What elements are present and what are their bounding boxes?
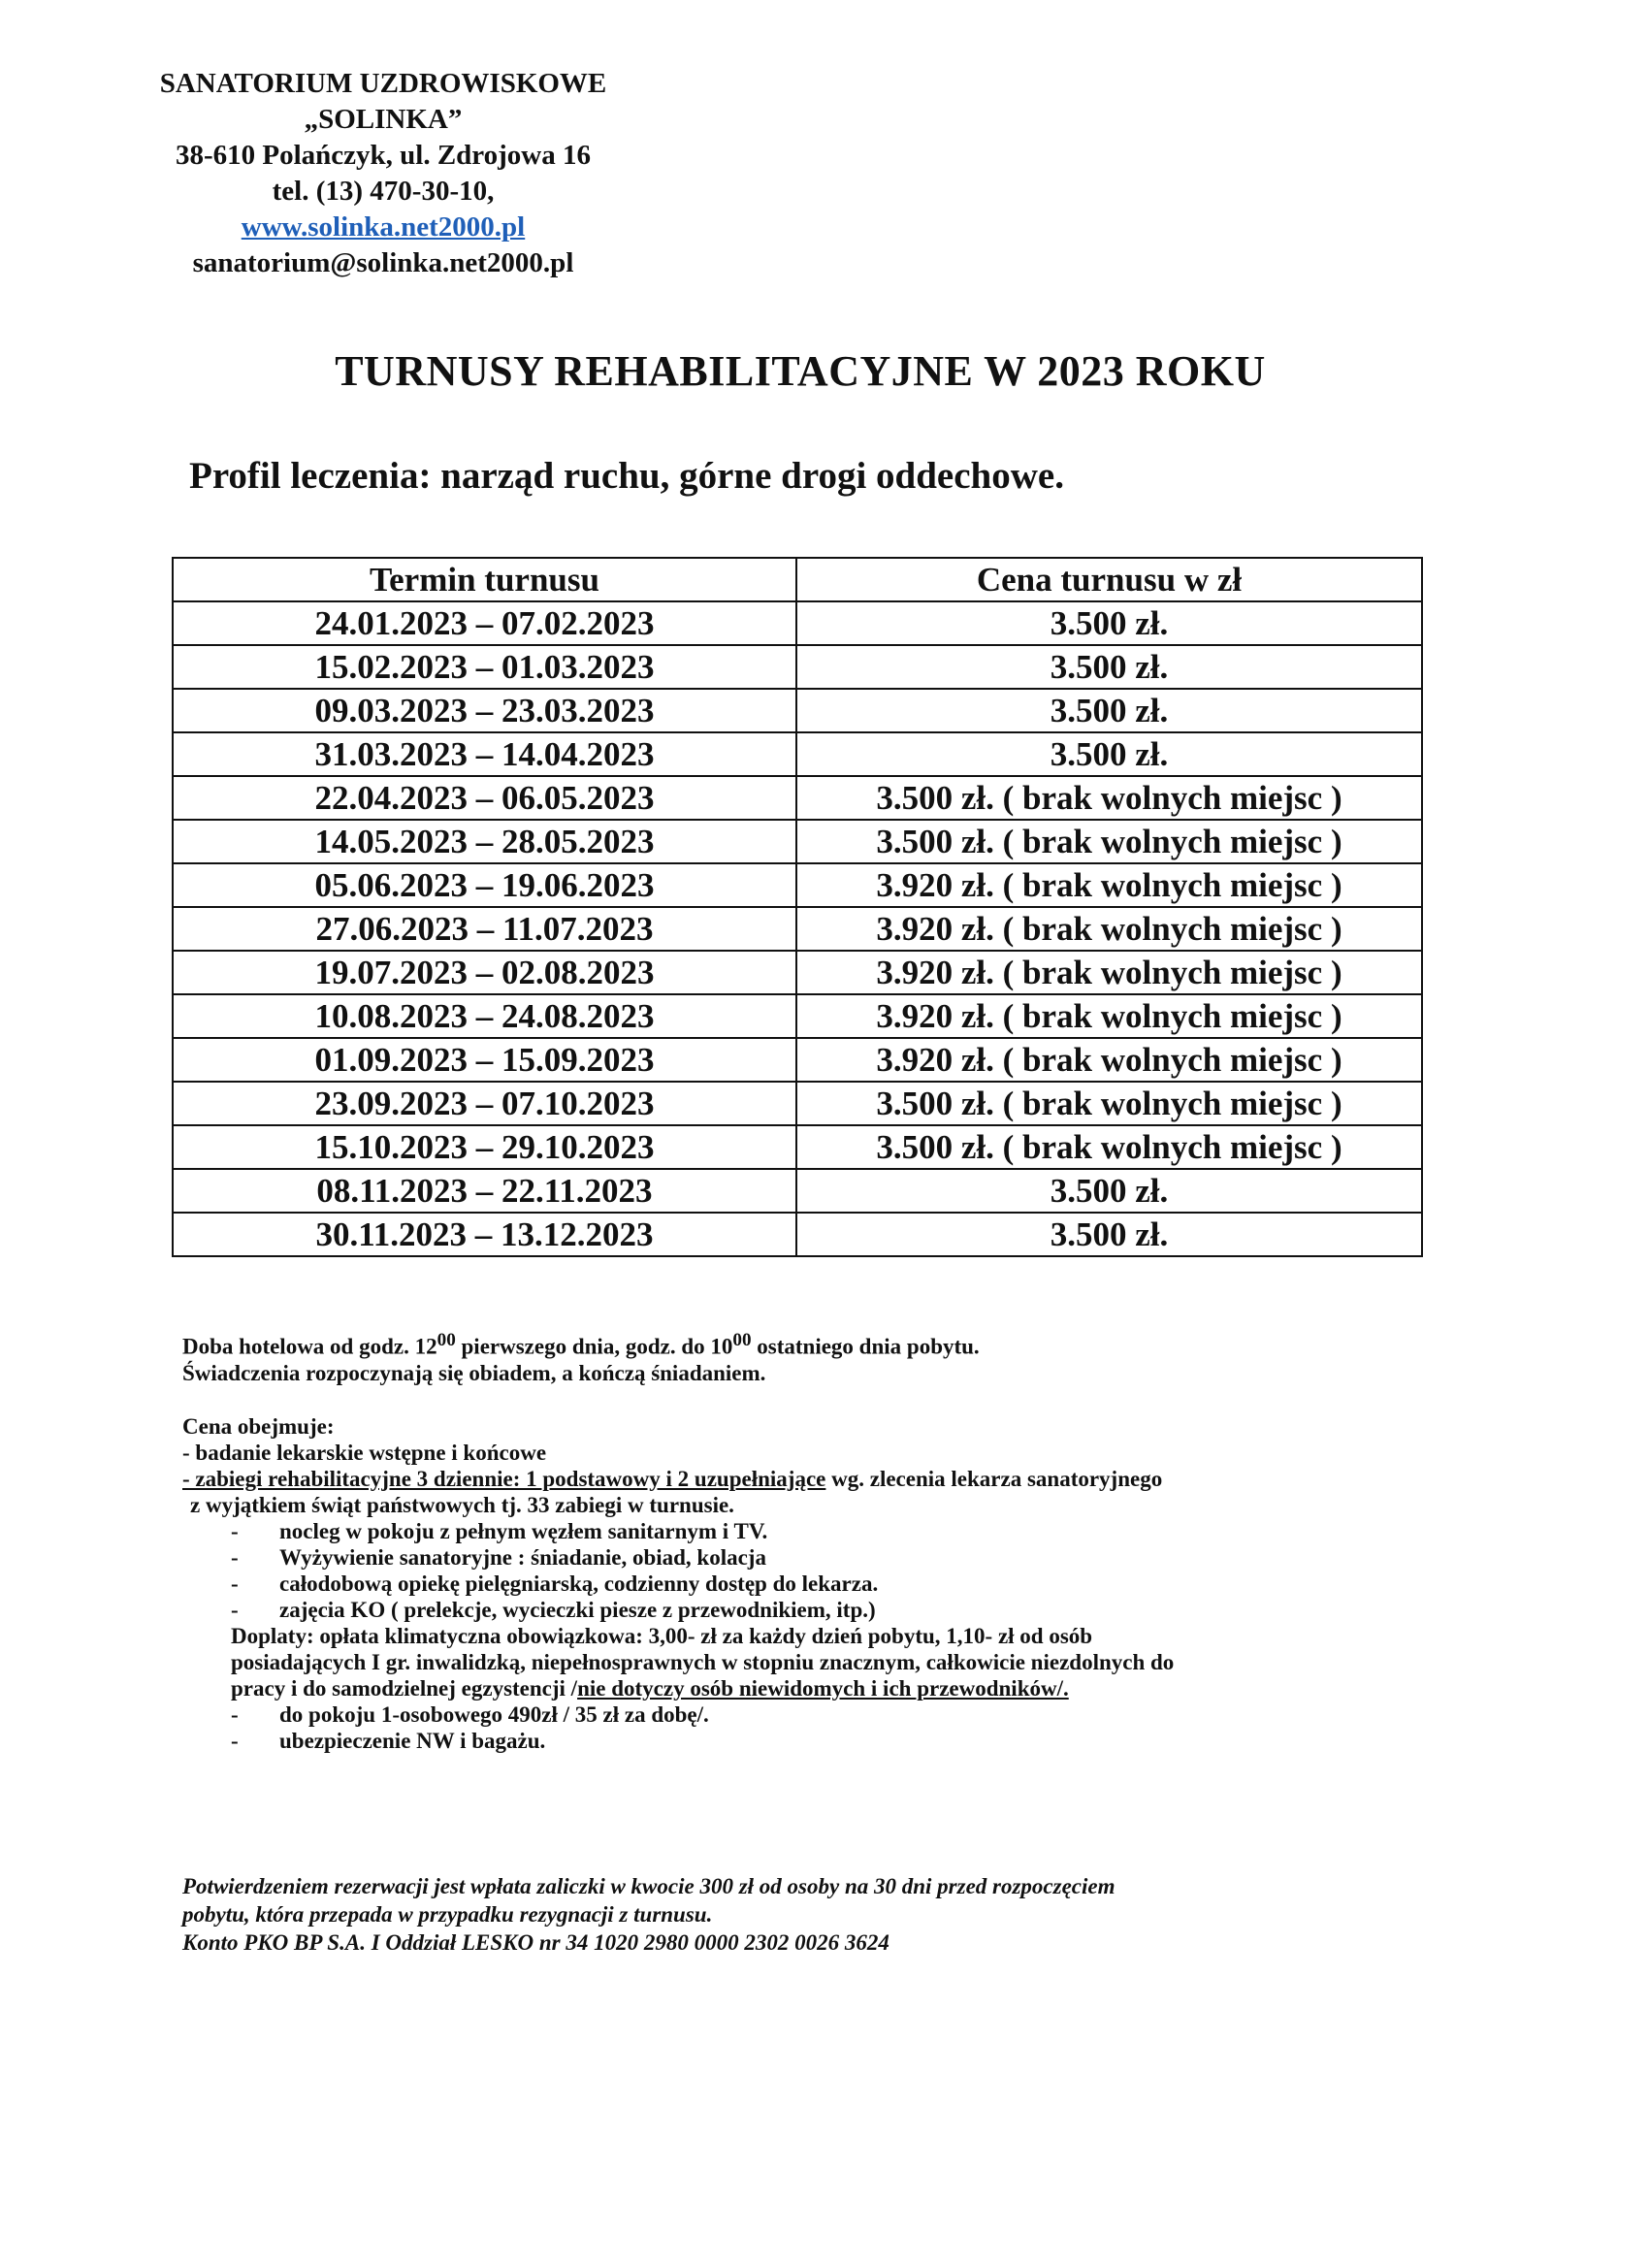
turnus-dates: 09.03.2023 – 23.03.2023: [173, 689, 796, 732]
table-header-row: [173, 558, 1422, 601]
turnus-price: 3.500 zł.: [796, 1169, 1422, 1213]
turnus-dates: 27.06.2023 – 11.07.2023: [173, 907, 796, 951]
turnus-dates: 22.04.2023 – 06.05.2023: [173, 776, 796, 820]
included-item: - Wyżywienie sanatoryjne : śniadanie, obiad, kolacja: [231, 1544, 766, 1570]
reservation-line2: pobytu, która przepada w przypadku rezygnacji z turnusu.: [182, 1902, 713, 1927]
treatment-profile: Profil leczenia: narząd ruchu, górne drogi oddechowe.: [189, 455, 1064, 497]
included-item: - zajęcia KO ( prelekcje, wycieczki piesze z przewodnikiem, itp.): [231, 1597, 876, 1622]
treatments-item-cont: z wyjątkiem świąt państwowych tj. 33 zabiegi w turnusie.: [190, 1492, 734, 1517]
table-row: [173, 907, 1422, 951]
header-dates: Termin turnusu: [173, 558, 796, 601]
turnus-dates: 24.01.2023 – 07.02.2023: [173, 601, 796, 645]
turnus-price: 3.500 zł.: [796, 601, 1422, 645]
table-row: [173, 1038, 1422, 1082]
turnus-price: 3.500 zł. ( brak wolnych miejsc ): [796, 1125, 1422, 1169]
included-list: [182, 1518, 1443, 1623]
turnus-price: 3.500 zł.: [796, 689, 1422, 732]
notes-section: [182, 1327, 1443, 1754]
turnus-price: 3.500 zł.: [796, 1213, 1422, 1256]
surcharges-line1: Doplaty: opłata klimatyczna obowiązkowa: 3,00- zł za każdy dzień pobytu, 1,10- zł od osób: [231, 1623, 1093, 1648]
table-row: [173, 1169, 1422, 1213]
header-price: Cena turnusu w zł: [796, 558, 1422, 601]
table-row: [173, 689, 1422, 732]
turnus-dates: 08.11.2023 – 22.11.2023: [173, 1169, 796, 1213]
surcharges-list: [182, 1701, 1443, 1754]
turnus-price: 3.920 zł. ( brak wolnych miejsc ): [796, 994, 1422, 1038]
institution-type: SANATORIUM UZDROWISKOWE: [159, 68, 607, 99]
schedule-table: [172, 557, 1423, 1257]
price-includes-heading: Cena obejmuje:: [182, 1413, 335, 1439]
turnus-price: 3.500 zł. ( brak wolnych miejsc ): [796, 1082, 1422, 1125]
bullet-dash: -: [231, 1544, 239, 1570]
reservation-line1: Potwierdzeniem rezerwacji jest wpłata zaliczki w kwocie 300 zł od osoby na 30 dni przed rozpoczęciem: [182, 1874, 1116, 1898]
surcharge-item: - ubezpieczenie NW i bagażu.: [231, 1728, 546, 1753]
bullet-dash: -: [231, 1571, 239, 1596]
services-note: Świadczenia rozpoczynają się obiadem, a kończą śniadaniem.: [182, 1360, 766, 1385]
reservation-footer: [182, 1872, 1443, 1957]
bullet-dash: -: [231, 1728, 239, 1753]
schedule-body: [173, 601, 1422, 1256]
table-row: [173, 951, 1422, 994]
turnus-price: 3.500 zł.: [796, 732, 1422, 776]
bullet-dash: -: [231, 1518, 239, 1543]
turnus-dates: 14.05.2023 – 28.05.2023: [173, 820, 796, 863]
turnus-dates: 01.09.2023 – 15.09.2023: [173, 1038, 796, 1082]
turnus-dates: 19.07.2023 – 02.08.2023: [173, 951, 796, 994]
bullet-dash: -: [231, 1597, 239, 1622]
bank-account: Konto PKO BP S.A. I Oddział LESKO nr 34 1020 2980 0000 2302 0026 3624: [182, 1930, 889, 1955]
website-link[interactable]: www.solinka.net2000.pl: [241, 211, 526, 243]
included-item: - nocleg w pokoju z pełnym węzłem sanitarnym i TV.: [231, 1518, 768, 1543]
table-row: [173, 1125, 1422, 1169]
turnus-price: 3.920 zł. ( brak wolnych miejsc ): [796, 951, 1422, 994]
turnus-price: 3.920 zł. ( brak wolnych miejsc ): [796, 907, 1422, 951]
table-row: [173, 863, 1422, 907]
table-row: [173, 1082, 1422, 1125]
turnus-dates: 05.06.2023 – 19.06.2023: [173, 863, 796, 907]
institution-name: „SOLINKA”: [304, 104, 463, 135]
table-row: [173, 820, 1422, 863]
document-title: TURNUSY REHABILITACYJNE W 2023 ROKU: [335, 347, 1266, 395]
table-row: [173, 994, 1422, 1038]
turnus-dates: 30.11.2023 – 13.12.2023: [173, 1213, 796, 1256]
turnus-price: 3.500 zł. ( brak wolnych miejsc ): [796, 776, 1422, 820]
institution-email: sanatorium@solinka.net2000.pl: [192, 247, 574, 278]
turnus-price: 3.500 zł.: [796, 645, 1422, 689]
institution-address: 38-610 Polańczyk, ul. Zdrojowa 16: [175, 140, 592, 171]
surcharge-item: - do pokoju 1-osobowego 490zł / 35 zł za dobę/.: [231, 1701, 709, 1727]
table-row: [173, 1213, 1422, 1256]
bullet-dash: -: [231, 1701, 239, 1727]
exam-item: - badanie lekarskie wstępne i końcowe: [182, 1440, 547, 1465]
surcharges-line3: pracy i do samodzielnej egzystencji /nie dotyczy osób niewidomych i ich przewodników/.: [231, 1675, 1069, 1701]
turnus-dates: 15.10.2023 – 29.10.2023: [173, 1125, 796, 1169]
included-item: - całodobową opiekę pielęgniarską, codzienny dostęp do lekarza.: [231, 1571, 879, 1596]
table-row: [173, 601, 1422, 645]
institution-header: [126, 66, 640, 281]
turnus-dates: 31.03.2023 – 14.04.2023: [173, 732, 796, 776]
surcharges-line2: posiadających I gr. inwalidzką, niepełnosprawnych w stopniu znacznym, całkowicie niezdolnych do: [231, 1649, 1175, 1674]
treatments-item: - zabiegi rehabilitacyjne 3 dziennie: 1 podstawowy i 2 uzupełniające wg. zlecenia lekarza sanatoryjnego: [182, 1466, 1163, 1491]
turnus-dates: 15.02.2023 – 01.03.2023: [173, 645, 796, 689]
turnus-price: 3.920 zł. ( brak wolnych miejsc ): [796, 863, 1422, 907]
table-row: [173, 732, 1422, 776]
institution-phone: tel. (13) 470-30-10,: [272, 176, 495, 207]
hotel-day-note: Doba hotelowa od godz. $12^{00}$ pierwszego dnia, godz. do $10^{00}$ ostatniego dnia pobytu.: [182, 1330, 980, 1359]
turnus-price: 3.500 zł. ( brak wolnych miejsc ): [796, 820, 1422, 863]
table-row: [173, 776, 1422, 820]
table-row: [173, 645, 1422, 689]
turnus-dates: 10.08.2023 – 24.08.2023: [173, 994, 796, 1038]
turnus-price: 3.920 zł. ( brak wolnych miejsc ): [796, 1038, 1422, 1082]
turnus-dates: 23.09.2023 – 07.10.2023: [173, 1082, 796, 1125]
